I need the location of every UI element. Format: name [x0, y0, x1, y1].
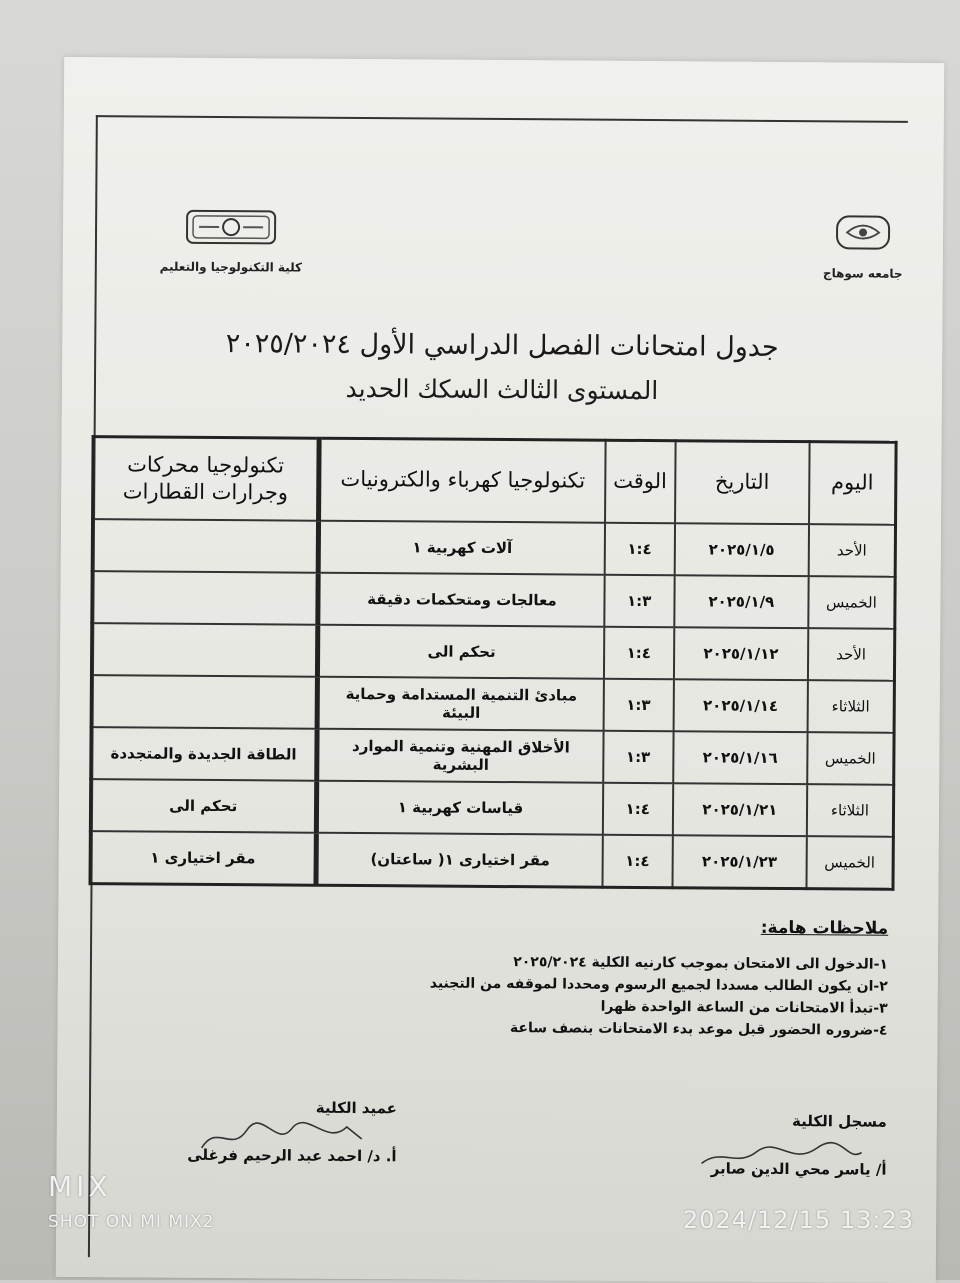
college-name: كلية التكنولوجيا والتعليم	[160, 260, 302, 275]
cell-day: الثلاثاء	[807, 680, 894, 733]
cell-motors-subject: تحكم الى	[90, 779, 317, 833]
cell-time: ١:٣	[603, 731, 673, 783]
header-motors: تكنولوجيا محركات وجرارات القطارات	[93, 437, 320, 521]
cell-day: الخميس	[808, 576, 895, 629]
cell-date: ٢٠٢٥/١/٥	[674, 523, 809, 576]
table-row	[92, 571, 895, 629]
table-row	[90, 779, 893, 837]
cell-motors-subject	[91, 623, 318, 677]
camera-watermark-subtitle: SHOT ON MI MIX2	[48, 1212, 214, 1232]
cell-electrical-subject: قياسات كهربية ١	[317, 781, 603, 835]
cell-day: الأحد	[808, 628, 895, 681]
header-left	[141, 207, 321, 274]
table-row	[91, 675, 894, 733]
header-day: اليوم	[809, 442, 896, 525]
table-header-row	[93, 437, 897, 525]
cell-date: ٢٠٢٥/١/٩	[674, 575, 809, 628]
cell-day: الأحد	[809, 524, 896, 577]
cell-electrical-subject: معالجات ومتحكمات دقيقة	[318, 573, 604, 627]
table-row	[91, 623, 894, 681]
dean-signature-block	[167, 1098, 397, 1166]
cell-date: ٢٠٢٥/١/٢١	[673, 783, 808, 836]
header-date: التاريخ	[675, 441, 810, 524]
cell-electrical-subject: آلات كهربية ١	[319, 521, 605, 575]
page-subtitle: المستوى الثالث السكك الحديد	[122, 372, 882, 406]
header-electrical: تكنولوجيا كهرباء والكترونيات	[319, 438, 605, 522]
cell-motors-subject	[92, 519, 319, 573]
cell-date: ٢٠٢٥/١/١٢	[674, 627, 809, 680]
dean-role: عميد الكلية	[167, 1098, 397, 1118]
cell-motors-subject	[91, 675, 318, 729]
college-logo-icon	[185, 208, 277, 247]
university-logo-icon	[833, 212, 893, 252]
page-title: جدول امتحانات الفصل الدراسي الأول ٢٠٢٥/٢٠٢٤	[122, 327, 882, 363]
cell-time: ١:٤	[604, 627, 674, 679]
registrar-signature-block	[686, 1111, 886, 1178]
camera-watermark-logo: MIX	[48, 1170, 112, 1203]
note-item: ٤-ضروره الحضور قبل موعد بدء الامتحانات بنصف ساعة	[397, 1019, 887, 1038]
cell-electrical-subject: مقر اختيارى ١( ساعتان)	[316, 833, 602, 887]
table-row	[92, 519, 895, 577]
cell-day: الخميس	[806, 836, 893, 889]
cell-motors-subject	[92, 571, 319, 625]
cell-date: ٢٠٢٥/١/١٦	[673, 731, 808, 784]
document-page	[56, 57, 944, 1283]
header-time: الوقت	[605, 440, 676, 523]
note-item: ٢-ان يكون الطالب مسددا لجميع الرسوم ومحددا لموقفه من التجنيد	[398, 975, 888, 994]
cell-time: ١:٤	[604, 523, 674, 575]
camera-timestamp: 2024/12/15 13:23	[683, 1206, 914, 1234]
cell-electrical-subject: مبادئ التنمية المستدامة وحماية البيئة	[317, 677, 603, 731]
registrar-role: مسجل الكلية	[687, 1111, 887, 1130]
notes-section	[397, 915, 888, 1044]
header-right	[803, 212, 923, 281]
note-item: ٣-تبدأ الامتحانات من الساعة الواحدة ظهرا	[398, 997, 888, 1016]
cell-date: ٢٠٢٥/١/٢٣	[672, 835, 807, 888]
cell-time: ١:٤	[603, 783, 673, 835]
registrar-signature-icon	[696, 1137, 866, 1174]
registrar-name: أ/ ياسر محي الدين صابر	[686, 1159, 886, 1178]
cell-time: ١:٣	[603, 679, 673, 731]
table-row	[90, 831, 893, 889]
notes-title: ملاحظات هامة:	[398, 915, 888, 938]
university-name: جامعه سوهاج	[823, 266, 903, 281]
cell-time: ١:٣	[604, 575, 674, 627]
cell-day: الخميس	[807, 732, 894, 785]
cell-day: الثلاثاء	[807, 784, 894, 837]
table-row	[91, 727, 894, 785]
cell-motors-subject: مقر اختيارى ١	[90, 831, 317, 885]
cell-electrical-subject: الأخلاق المهنية وتنمية الموارد البشرية	[317, 729, 603, 783]
cell-electrical-subject: تحكم الى	[318, 625, 604, 679]
dean-name: أ. د/ احمد عبد الرحيم فرغلى	[167, 1146, 397, 1166]
cell-motors-subject: الطاقة الجديدة والمتجددة	[91, 727, 318, 781]
dean-signature-icon	[197, 1118, 367, 1159]
cell-date: ٢٠٢٥/١/١٤	[673, 679, 808, 732]
cell-time: ١:٤	[602, 835, 672, 888]
exam-schedule-table	[88, 435, 897, 891]
note-item: ١-الدخول الى الامتحان بموجب كارنيه الكلية ٢٠٢٥/٢٠٢٤	[398, 953, 888, 972]
